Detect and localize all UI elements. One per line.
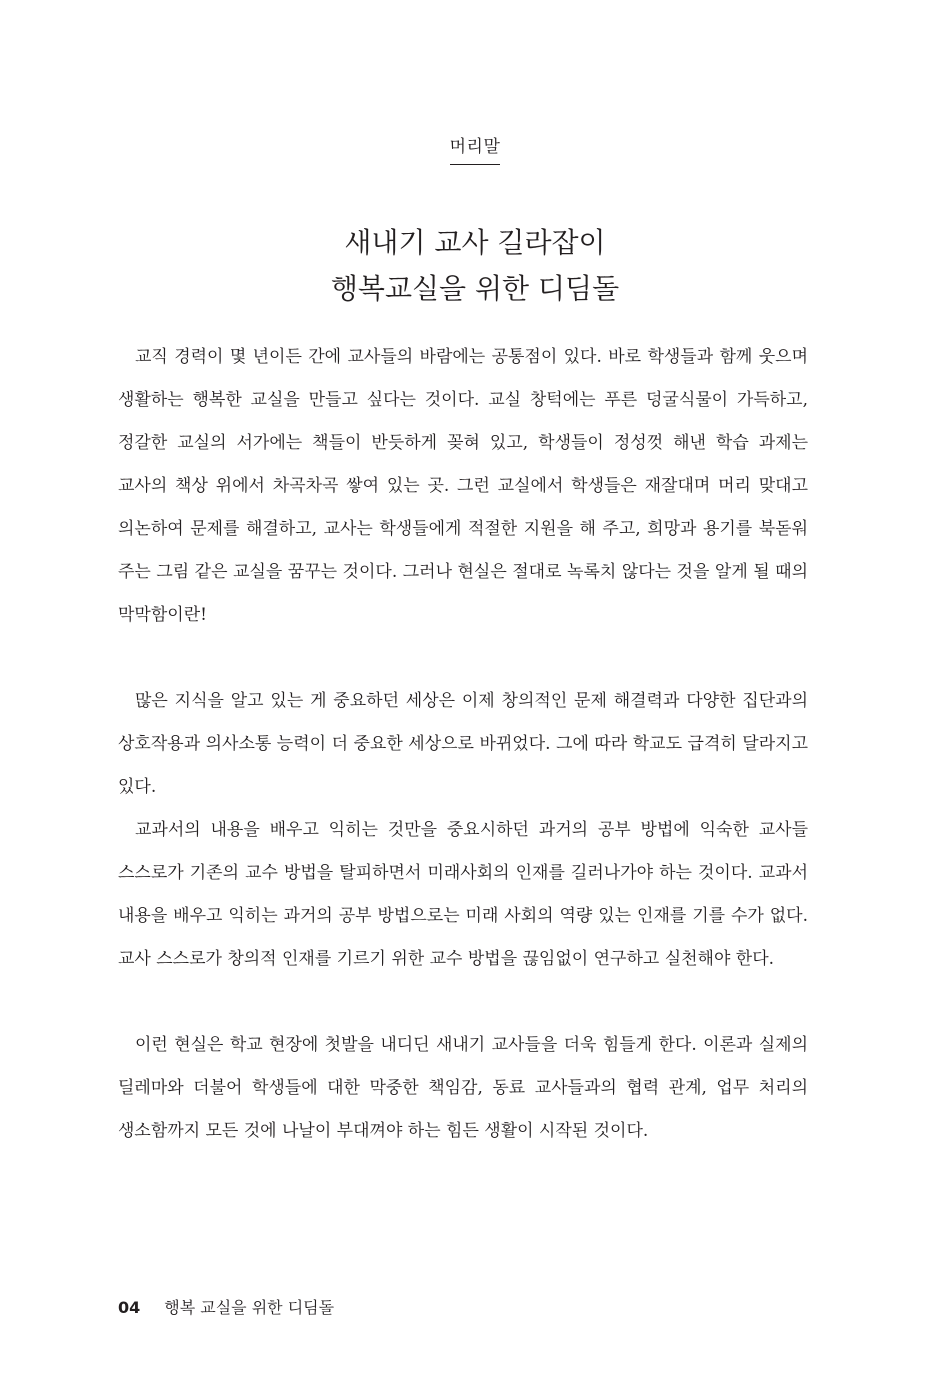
page-title	[0, 220, 950, 312]
running-title: 행복 교실을 위한 디딤돌	[164, 1298, 335, 1317]
paragraph-1: 교직 경력이 몇 년이든 간에 교사들의 바람에는 공통점이 있다. 바로 학생들과 함께 웃으며 생활하는 행복한 교실을 만들고 싶다는 것이다. 교실 창턱에는 푸른 덩굴식물이 가득하고, 정갈한 교실의 서가에는 책들이 반듯하게 꽂혀 있고, 학생들이 정성껏 해낸 학습 과제는 교사의 책상 위에서 차곡차곡 쌓여 있는 곳. 그런 교실에서 학생들은 재잘대며 머리 맞대고 의논하여 문제를 해결하고, 교사는 학생들에게 적절한 지원을 해 주고, 희망과 용기를 북돋워 주는 그림 같은 교실을 꿈꾸는 것이다. 그러나 현실은 절대로 녹록치 않다는 것을 알게 될 때의 막막함이란!	[118, 347, 808, 625]
paragraph-3: 교과서의 내용을 배우고 익히는 것만을 중요시하던 과거의 공부 방법에 익숙한 교사들 스스로가 기존의 교수 방법을 탈피하면서 미래사회의 인재를 길러나가야 하는 것이다. 교과서 내용을 배우고 익히는 과거의 공부 방법으로는 미래 사회의 역량 있는 인재를 기를 수가 없다. 교사 스스로가 창의적 인재를 기르기 위한 교수 방법을 끊임없이 연구하고 실천해야 한다.	[118, 820, 808, 969]
paragraph-4: 이런 현실은 학교 현장에 첫발을 내디딘 새내기 교사들을 더욱 힘들게 한다. 이론과 실제의 딜레마와 더불어 학생들에 대한 막중한 책임감, 동료 교사들과의 협력 관계, 업무 처리의 생소함까지 모든 것에 나날이 부대껴야 하는 힘든 생활이 시작된 것이다.	[118, 1035, 808, 1141]
section-label	[0, 132, 950, 165]
page-footer	[118, 1295, 334, 1318]
page-number: 04	[118, 1298, 141, 1317]
paragraph-2: 많은 지식을 알고 있는 게 중요하던 세상은 이제 창의적인 문제 해결력과 다양한 집단과의 상호작용과 의사소통 능력이 더 중요한 세상으로 바뀌었다. 그에 따라 학교도 급격히 달라지고 있다.	[118, 691, 808, 797]
title-line-1: 새내기 교사 길라잡이	[344, 226, 606, 259]
body-text	[118, 336, 808, 1153]
section-label-text: 머리말	[450, 132, 501, 165]
title-line-2: 행복교실을 위한 디딤돌	[330, 272, 620, 305]
